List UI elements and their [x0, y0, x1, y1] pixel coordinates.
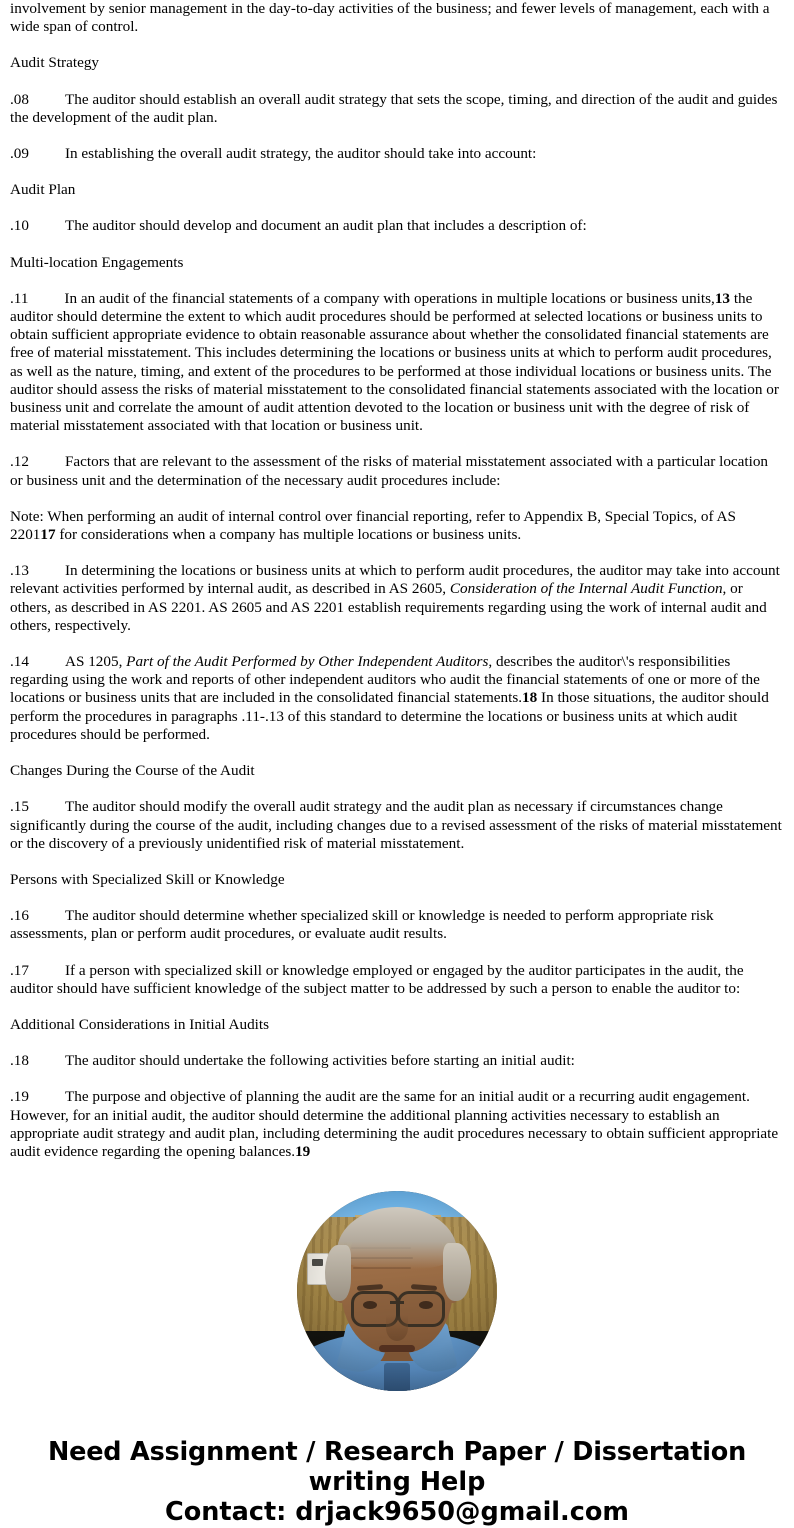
- paragraph-text-13-part2: , or others, as described in AS 2201. AS 2605 and AS 2201 establish requirements regarding using the work of internal audit and others, respectively.: [10, 580, 767, 634]
- paragraph-10: [10, 217, 784, 235]
- paragraph-text-11-part2: the auditor should determine the extent to which audit procedures should be performed at selected locations or business units to obtain sufficient appropriate evidence to obtain reasonable assurance about whether the consolidated financial statements are free of material misstatement. This includes determining the locations or business units at which to perform audit procedures, as well as the nature, timing, and extent of the procedures to be performed at those individual locations or business units. The auditor should assess the risks of material misstatement to the consolidated financial statements associated with the location or business unit and correlate the amount of audit attention devoted to the location or business unit with the degree of risk of material misstatement associated with that location or business unit.: [10, 289, 779, 435]
- paragraph-text-13-part1: In determining the locations or business units at which to perform audit procedures, the auditor may take into account relevant activities performed by internal audit, as described in AS 2605,: [10, 562, 780, 598]
- footer-contact-block: [10, 1437, 784, 1528]
- paragraph-number-11: .11: [10, 289, 29, 307]
- heading-persons-specialized-skill: Persons with Specialized Skill or Knowledge: [10, 870, 285, 888]
- paragraph-text-16: The auditor should determine whether specialized skill or knowledge is needed to perform appropriate risk assessments, plan or perform audit procedures, or evaluate audit results.: [10, 907, 714, 943]
- paragraph-16: [10, 907, 784, 943]
- paragraph-text-10: The auditor should develop and document an audit plan that includes a description of:: [64, 217, 587, 235]
- paragraph-number-13: .13: [10, 562, 29, 580]
- paragraph-number-08: .08: [10, 90, 29, 108]
- paragraph-09: [10, 145, 784, 163]
- heading-audit-plan: Audit Plan: [10, 181, 76, 199]
- photo-vignette: [297, 1191, 497, 1391]
- paragraph-number-14: .14: [10, 653, 29, 671]
- paragraph-text-09: In establishing the overall audit strategy, the auditor should take into account:: [64, 145, 537, 163]
- paragraph-12: [10, 453, 784, 489]
- heading-changes-during-course: Changes During the Course of the Audit: [10, 762, 255, 780]
- paragraph-15: [10, 798, 784, 853]
- paragraph-number-12: .12: [10, 453, 29, 471]
- paragraph-number-18: .18: [10, 1052, 29, 1070]
- heading-multi-location-engagements: Multi-location Engagements: [10, 253, 184, 271]
- note-text-part1: Note: When performing an audit of internal control over financial reporting, refer to Appendix B, Special Topics, of AS 2201: [10, 507, 736, 544]
- paragraph-text-12: Factors that are relevant to the assessment of the risks of material misstatement associated with a particular location or business unit and the determination of the necessary audit procedures include:: [10, 453, 769, 489]
- paragraph-text-11-part1: In an audit of the financial statements of a company with operations in multiple locations or business units,: [64, 289, 715, 307]
- paragraph-text-08: The auditor should establish an overall audit strategy that sets the scope, timing, and direction of the audit and guides the development of the audit plan.: [10, 90, 778, 126]
- citation-title-as-1205: Part of the Audit Performed by Other Independent Auditors: [126, 653, 489, 671]
- footer-line-1: Need Assignment / Research Paper / Dissertation: [47, 1437, 747, 1468]
- paragraph-text-14-part3: In those situations, the auditor should perform the procedures in paragraphs .11-.13 of this standard to determine the locations or business units at which audit procedures should be performed.: [10, 689, 769, 743]
- footnote-ref-17: 17: [40, 526, 56, 544]
- footnote-ref-13: 13: [714, 289, 731, 307]
- paragraph-note: [10, 508, 784, 544]
- paragraph-18: [10, 1052, 784, 1070]
- paragraph-19: [10, 1088, 784, 1161]
- paragraph-17: [10, 962, 784, 998]
- citation-title-as-2605: Consideration of the Internal Audit Function: [449, 580, 723, 598]
- footer-line-3-contact-email: Contact: drjack9650@gmail.com: [165, 1497, 629, 1528]
- paragraph-number-19: .19: [10, 1088, 29, 1106]
- footnote-ref-19: 19: [295, 1142, 311, 1160]
- paragraph-14: [10, 653, 784, 744]
- paragraph-number-17: .17: [10, 961, 29, 979]
- heading-audit-strategy: Audit Strategy: [10, 54, 100, 72]
- paragraph-text-15: The auditor should modify the overall audit strategy and the audit plan as necessary if circumstances change significantly during the course of the audit, including changes due to a revised assessment of the risks of material misstatement or the discovery of a previously unidentified risk of material misstatement.: [10, 798, 782, 852]
- paragraph-text-19-part1: The purpose and objective of planning the audit are the same for an initial audit or a recurring audit engagement. However, for an initial audit, the auditor should determine the additional planning activities necessary to establish an appropriate audit strategy and audit plan, including determining the audit procedures necessary to obtain sufficient appropriate audit evidence regarding the opening balances.: [10, 1088, 779, 1160]
- paragraph-text-17: If a person with specialized skill or knowledge employed or engaged by the auditor participates in the audit, the auditor should have sufficient knowledge of the subject matter to be addressed by such a person to enable the auditor to:: [10, 961, 744, 997]
- paragraph-number-16: .16: [10, 907, 29, 925]
- paragraph-number-15: .15: [10, 798, 29, 816]
- heading-additional-considerations: Additional Considerations in Initial Audits: [10, 1015, 270, 1033]
- note-text-part2: for considerations when a company has multiple locations or business units.: [55, 526, 522, 544]
- paragraph-number-09: .09: [10, 145, 29, 163]
- paragraph-continued: involvement by senior management in the day-to-day activities of the business; and fewer levels of management, each with a wide span of control.: [10, 0, 770, 36]
- paragraph-text-14-part2: , describes the auditor\'s responsibilities regarding using the work and reports of other independent auditors who audit the financial statements of one or more of the locations or business units that are included in the consolidated financial statements.: [10, 653, 760, 707]
- paragraph-number-10: .10: [10, 217, 29, 235]
- paragraph-13: [10, 562, 784, 635]
- paragraph-08: [10, 91, 784, 127]
- paragraph-text-18: The auditor should undertake the following activities before starting an initial audit:: [64, 1052, 575, 1070]
- avatar: [297, 1191, 497, 1391]
- footnote-ref-18: 18: [522, 689, 538, 707]
- paragraph-11: [10, 290, 784, 436]
- footer-line-2: writing Help: [308, 1467, 486, 1498]
- paragraph-text-14-part1: AS 1205,: [64, 653, 127, 671]
- profile-photo-block: [10, 1191, 784, 1391]
